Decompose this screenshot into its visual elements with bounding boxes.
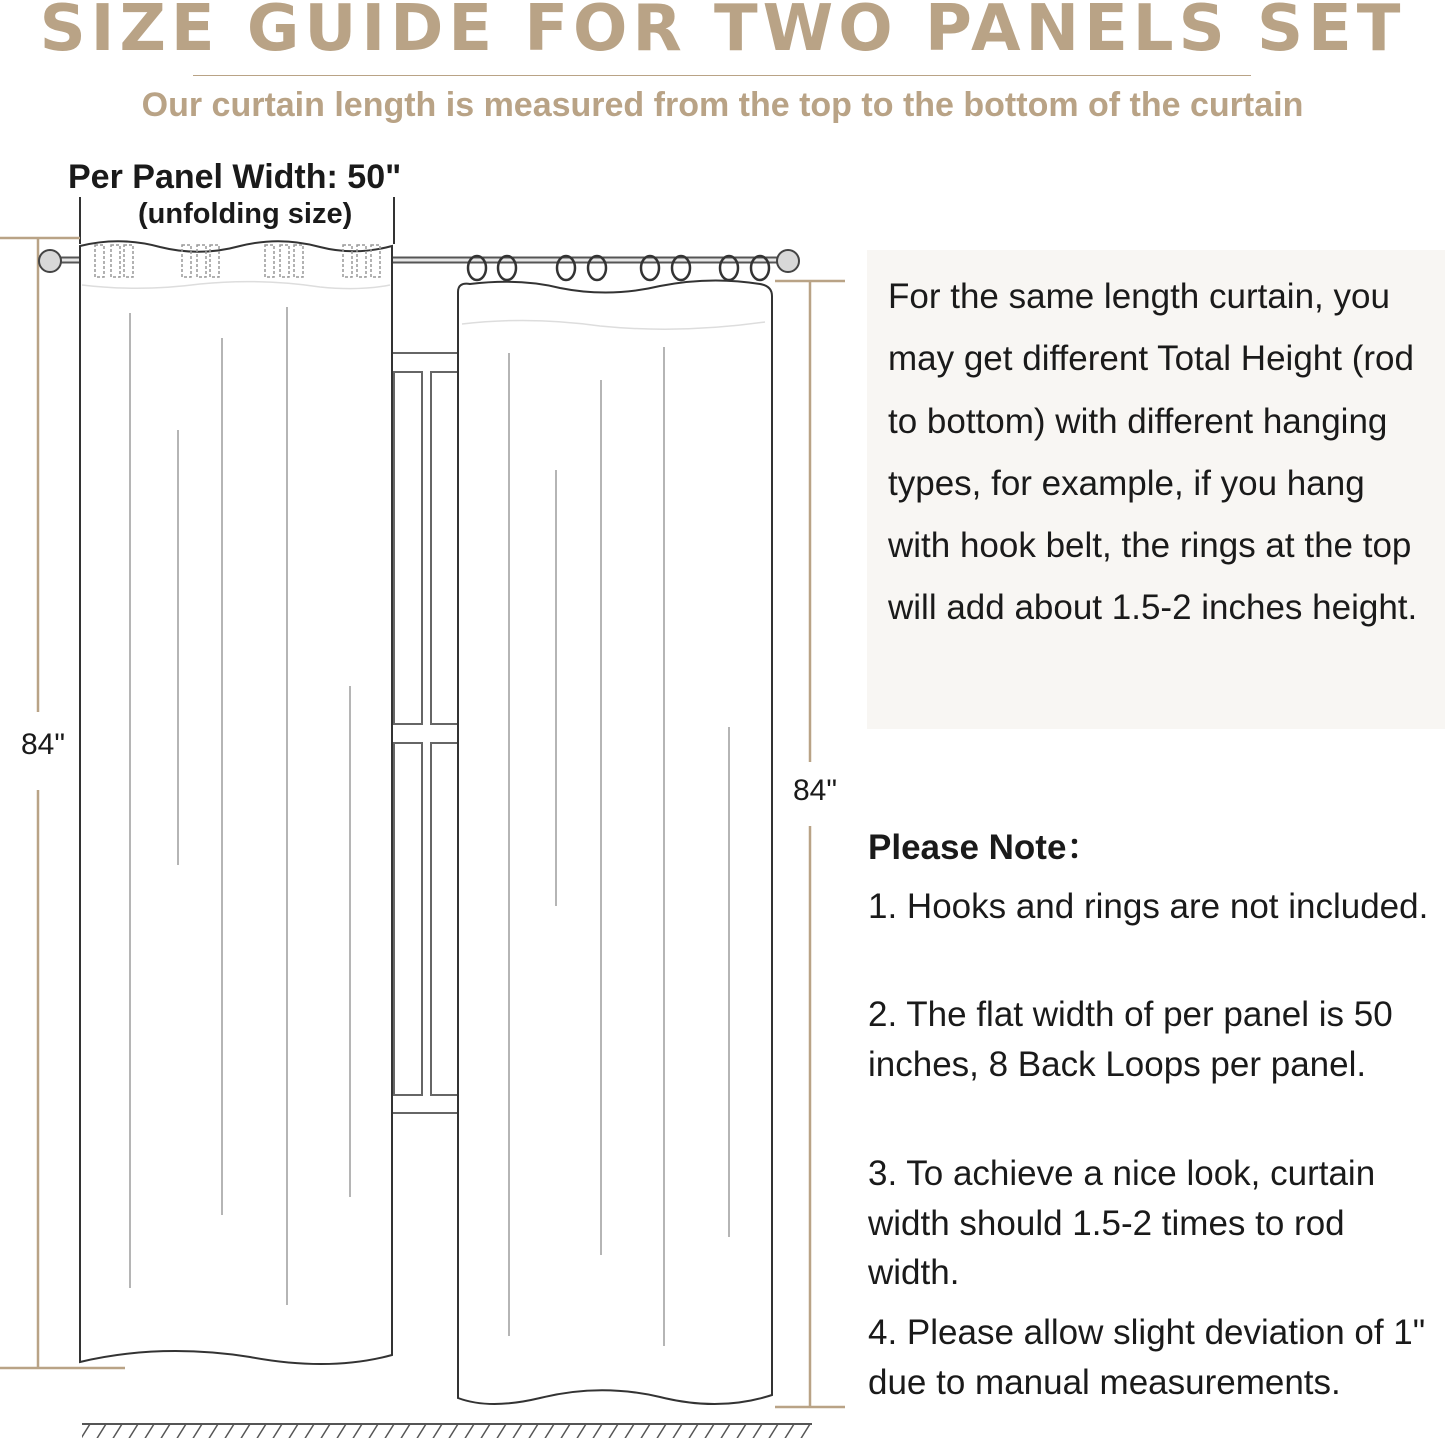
note-item: 1. Hooks and rings are not included. xyxy=(868,887,1429,926)
info-box-text: For the same length curtain, you may get different Total Height (rod to bottom) with different hanging types, for example, if you hang with hook belt, the rings at the top will add about 1.5-2 inches height. xyxy=(888,277,1418,628)
page-subtitle: Our curtain length is measured from the top to the bottom of the curtain xyxy=(141,86,1304,124)
unfolding-size-label: (unfolding size) xyxy=(138,198,353,230)
floor xyxy=(82,1424,812,1438)
right-height-dimension xyxy=(775,281,845,1407)
left-height-label: 84" xyxy=(21,728,66,761)
note-item: 4. Please allow slight deviation of 1" due to manual measurements. xyxy=(868,1313,1426,1402)
note-item: 3. To achieve a nice look, curtain width should 1.5-2 times to rod width. xyxy=(868,1154,1376,1292)
window-frame xyxy=(392,353,458,1113)
page-title: SIZE GUIDE FOR TWO PANELS SET xyxy=(39,0,1406,66)
right-height-label: 84" xyxy=(793,774,838,807)
left-curtain-panel xyxy=(80,241,392,1364)
notes-title: Please Note： xyxy=(868,828,1102,867)
right-curtain-panel xyxy=(458,256,772,1404)
note-item: 2. The flat width of per panel is 50 inches, 8 Back Loops per panel. xyxy=(868,995,1393,1084)
panel-width-label: Per Panel Width: 50" xyxy=(68,158,402,196)
